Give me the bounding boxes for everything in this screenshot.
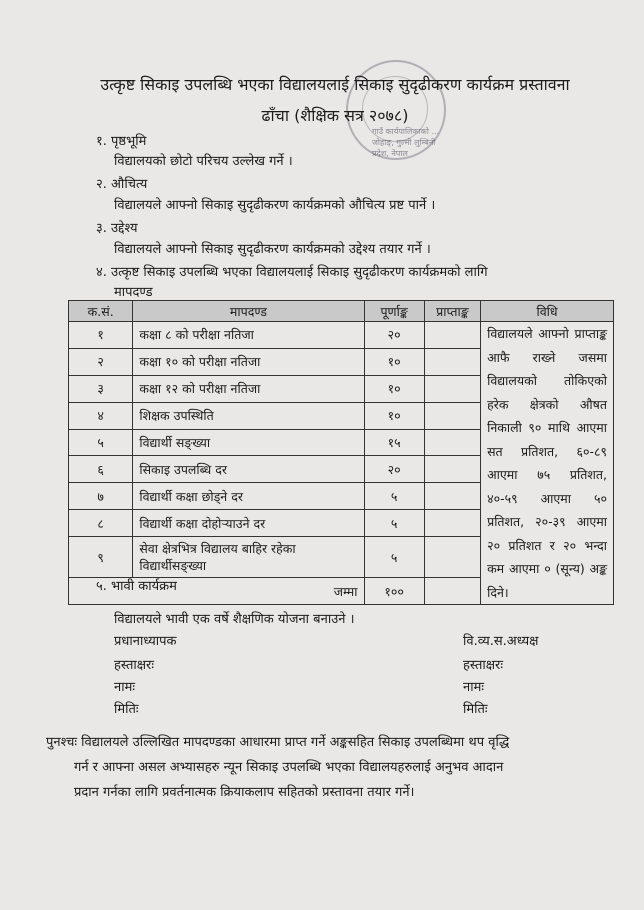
footnote-label: पुनश्चः [46,735,78,750]
total-value: १०० [364,578,424,605]
section-5-heading: ५. भावी कार्यक्रम [96,579,177,594]
table-header-row [69,301,614,322]
header-full-marks: पूर्णाङ्क [364,301,424,322]
header-criterion: मापदण्ड [133,301,364,322]
signature-left-name: नामः [114,680,135,695]
footnote [46,730,601,805]
row-full-marks: २० [364,322,424,349]
stamp-text: गाउँ कार्यपालिकाको ... जोहाङ्, गुल्मी लुम्बिनी प्रदेश, नेपाल [372,127,440,158]
row-obtained-marks [424,429,480,456]
criteria-table [68,300,614,605]
row-full-marks: १० [364,402,424,429]
footnote-line-2: गर्न र आफ्ना असल अभ्यासहरु न्यून सिकाइ उपलब्धि भएका विद्यालयहरुलाई अनुभव आदान [74,760,504,775]
row-criterion: विद्यार्थी सङ्ख्या [133,429,364,456]
row-criterion: शिक्षक उपस्थिति [133,402,364,429]
row-obtained-marks [424,348,480,375]
section-4-body: मापदण्ड [114,285,153,300]
document-title: उत्कृष्ट सिकाइ उपलब्धि भएका विद्यालयलाई सिकाइ सुदृढीकरण कार्यक्रम प्रस्तावना [100,75,570,94]
section-3-body: विद्यालयले आफ्नो सिकाइ सुदृढीकरण कार्यक्रमको उद्देश्य तयार गर्ने । [114,242,431,257]
row-criterion: कक्षा १२ को परीक्षा नतिजा [133,375,364,402]
row-sn: ४ [69,402,133,429]
row-full-marks: ५ [364,537,424,578]
signature-left-sign: हस्ताक्षरः [114,658,155,673]
row-criterion: सेवा क्षेत्रभित्र विद्यालय बाहिर रहेका विद्यार्थीसङ्ख्या [133,537,364,578]
total-obtained [424,578,480,605]
method-cell: विद्यालयले आफ्नो प्राप्ताङ्क आफै राख्ने जसमा विद्यालयको तोकिएको हरेक क्षेत्रको औषत निकाली ९० माथि आएमा सत प्रतिशत, ६०-८९ आएमा ७५ प्रतिशत, ४०-५९ आएमा ५० प्रतिशत, २०-३९ आएमा २० प्रतिशत र २० भन्दा कम आएमा ० (सून्य) अङ्क दिने। [481,322,614,605]
row-obtained-marks [424,402,480,429]
section-4-heading: ४. उत्कृष्ट सिकाइ उपलब्धि भएका विद्यालयलाई सिकाइ सुदृढीकरण कार्यक्रमको लागि [96,265,488,280]
signature-left-date: मितिः [114,702,139,717]
row-sn: २ [69,348,133,375]
row-sn: ६ [69,456,133,483]
section-2-heading: २. औचित्य [96,177,148,192]
row-full-marks: ५ [364,510,424,537]
row-sn: १ [69,322,133,349]
section-2-body: विद्यालयले आफ्नो सिकाइ सुदृढीकरण कार्यक्रमको औचित्य प्रष्ट पार्ने । [114,198,436,213]
table-row [69,322,614,349]
row-obtained-marks [424,537,480,578]
row-sn: ८ [69,510,133,537]
row-full-marks: ५ [364,483,424,510]
signature-left-role: प्रधानाध्यापक [114,634,177,649]
signature-right-date: मितिः [463,702,488,717]
row-full-marks: २० [364,456,424,483]
row-criterion: कक्षा ८ को परीक्षा नतिजा [133,322,364,349]
header-obtained-marks: प्राप्ताङ्क [424,301,480,322]
row-criterion: सिकाइ उपलब्धि दर [133,456,364,483]
row-criterion: कक्षा १० को परीक्षा नतिजा [133,348,364,375]
document-subtitle: ढाँचा (शैक्षिक सत्र २०७८) [261,106,409,125]
section-1-body: विद्यालयको छोटो परिचय उल्लेख गर्ने । [114,154,293,169]
section-1-heading: १. पृष्ठभूमि [96,134,147,149]
total-label: जम्मा [69,578,365,605]
row-full-marks: १५ [364,429,424,456]
row-sn: ७ [69,483,133,510]
header-sn: क.सं. [69,301,133,322]
row-criterion: विद्यार्थी कक्षा दोहोर्‍याउने दर [133,510,364,537]
row-obtained-marks [424,456,480,483]
row-full-marks: १० [364,348,424,375]
row-sn: ३ [69,375,133,402]
signature-right-sign: हस्ताक्षरः [463,658,504,673]
row-sn: ९ [69,537,133,578]
row-obtained-marks [424,510,480,537]
row-obtained-marks [424,375,480,402]
row-sn: ५ [69,429,133,456]
footnote-line-3: प्रदान गर्नका लागि प्रवर्तनात्मक क्रियाकलाप सहितको प्रस्तावना तयार गर्ने। [74,785,415,800]
row-criterion: विद्यार्थी कक्षा छोड्ने दर [133,483,364,510]
section-5-body: विद्यालयले भावी एक वर्षे शैक्षणिक योजना बनाउने । [114,612,355,627]
header-method: विधि [481,301,614,322]
signature-right-name: नामः [463,680,484,695]
row-obtained-marks [424,322,480,349]
row-full-marks: १० [364,375,424,402]
footnote-line-1: विद्यालयले उल्लिखित मापदण्डका आधारमा प्राप्त गर्ने अङ्कसहित सिकाइ उपलब्धिमा थप वृद्धि [81,735,510,750]
section-3-heading: ३. उद्देश्य [96,221,138,236]
row-obtained-marks [424,483,480,510]
signature-right-role: वि.व्य.स.अध्यक्ष [463,634,539,649]
